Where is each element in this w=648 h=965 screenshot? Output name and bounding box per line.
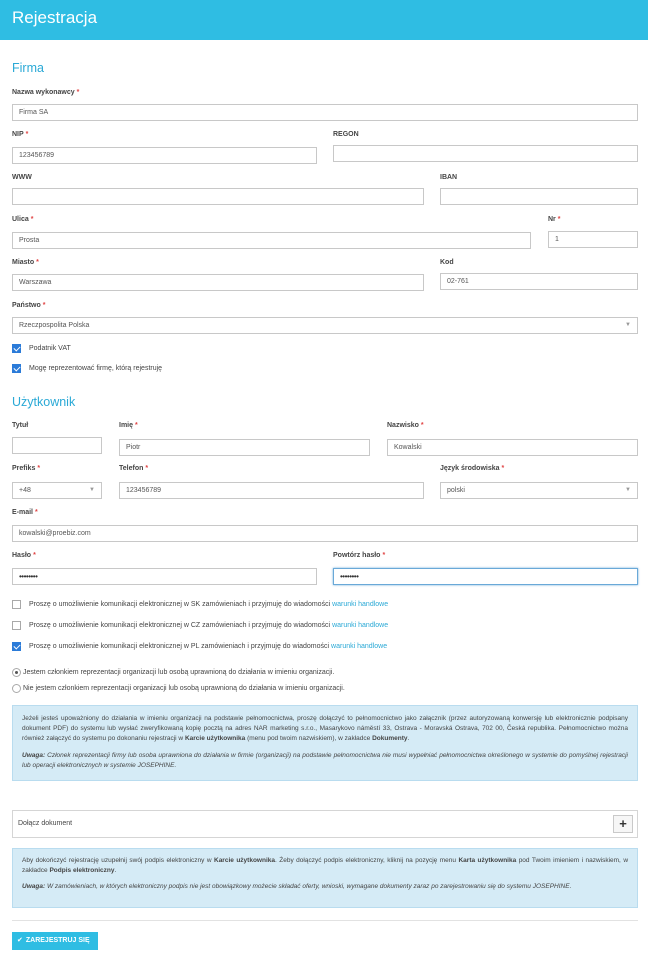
city-input[interactable]: Warszawa (12, 274, 424, 291)
consent-sk-checkbox[interactable] (12, 600, 21, 609)
register-button-label: ZAREJESTRUJ SIĘ (25, 937, 90, 944)
nip-label: NIP * (12, 131, 29, 138)
country-label: Państwo * (12, 302, 46, 309)
section-title-user: Użytkownik (12, 395, 76, 409)
company-name-label: Nazwa wykonawcy * (12, 89, 80, 96)
phone-label: Telefon * (119, 465, 149, 472)
password-input[interactable]: •••••••• (12, 568, 317, 585)
signature-info (12, 848, 638, 908)
iban-label: IBAN (440, 174, 458, 181)
email-label: E-mail * (12, 509, 38, 516)
section-title-firma: Firma (12, 61, 44, 75)
vat-payer-checkbox[interactable] (12, 344, 21, 353)
language-label: Język środowiska * (440, 465, 505, 472)
postal-code-input[interactable]: 02-761 (440, 273, 638, 290)
number-label: Nr * (548, 216, 561, 223)
title-label: Tytuł (12, 422, 29, 429)
chevron-down-icon: ▼ (625, 322, 631, 328)
prefix-select[interactable] (12, 482, 102, 499)
email-field[interactable]: kowalski@proebiz.com (12, 525, 638, 542)
attach-document-row (12, 810, 638, 838)
vat-payer-label: Podatnik VAT (29, 345, 71, 352)
signature-info-note: Uwaga: W zamówieniach, w których elektroniczny podpis nie jest obowiązkowy możecie składać oferty, wnioski, wymagane dokumenty zaraz po zarejestrowaniu się do systemu JOSEPHINE. (22, 883, 572, 890)
consent-pl-checkbox[interactable] (12, 642, 21, 651)
www-input[interactable] (12, 188, 424, 205)
street-input[interactable]: Prosta (12, 232, 531, 249)
representative-no-radio[interactable] (12, 684, 21, 693)
first-name-input[interactable]: Piotr (119, 439, 370, 456)
password-label: Hasło * (12, 552, 36, 559)
number-input[interactable]: 1 (548, 231, 638, 248)
prefix-label: Prefiks * (12, 465, 41, 472)
password-repeat-input[interactable]: •••••••• (333, 568, 638, 585)
represent-company-label: Mogę reprezentować firmę, którą rejestruję (29, 365, 163, 372)
postal-code-label: Kod (440, 259, 454, 266)
country-select-value: Rzeczpospolita Polska (19, 322, 90, 329)
country-select[interactable] (12, 317, 638, 334)
consent-cz-checkbox[interactable] (12, 621, 21, 630)
attach-document-label: Dołącz dokument (18, 820, 73, 827)
page-header (0, 0, 648, 40)
representative-no-label: Nie jestem członkiem reprezentacji organizacji lub osobą uprawnioną do działania w imieniu organizacji. (23, 685, 345, 692)
chevron-down-icon: ▼ (625, 487, 631, 493)
iban-input[interactable] (440, 188, 638, 205)
regon-label: REGON (333, 131, 359, 138)
language-select[interactable] (440, 482, 638, 499)
first-name-label: Imię * (119, 422, 138, 429)
language-select-value: polski (447, 487, 465, 494)
power-of-attorney-info (12, 705, 638, 781)
consent-cz-label: Proszę o umożliwienie komunikacji elektronicznej w CZ zamówieniach i przyjmuję do wiadomości warunki handlowe (29, 622, 389, 629)
street-label: Ulica * (12, 216, 34, 223)
representative-yes-radio[interactable] (12, 668, 21, 677)
represent-company-checkbox[interactable] (12, 364, 21, 373)
terms-link[interactable]: warunki handlowe (332, 622, 389, 629)
representative-yes-label: Jestem członkiem reprezentacji organizacji lub osobą uprawnioną do działania w imieniu organizacji. (23, 669, 335, 676)
register-button[interactable] (12, 932, 98, 950)
consent-pl-label: Proszę o umożliwienie komunikacji elektronicznej w PL zamówieniach i przyjmuję do wiadomości warunki handlowe (29, 643, 388, 650)
nip-input[interactable]: 123456789 (12, 147, 317, 164)
terms-link[interactable]: warunki handlowe (331, 643, 388, 650)
checkmark-icon: ✔ (17, 937, 23, 944)
page-title: Rejestracja (12, 8, 98, 27)
title-input[interactable] (12, 437, 102, 454)
power-of-attorney-note: Uwaga: Członek reprezentacji firmy lub osoba uprawniona do działania w firmie (organizacji) na podstawie pełnomocnictwa nie musi wypełniać pełnomocnictwa określonego w systemie do pomyślnej rejestracji lub operacji elektronicznych w systemie JOSEPHINE. (22, 752, 628, 769)
last-name-label: Nazwisko * (387, 422, 424, 429)
www-label: WWW (12, 174, 32, 181)
prefix-select-value: +48 (19, 487, 31, 494)
add-document-button[interactable]: + (613, 815, 633, 833)
company-name-input[interactable]: Firma SA (12, 104, 638, 121)
chevron-down-icon: ▼ (89, 487, 95, 493)
terms-link[interactable]: warunki handlowe (332, 601, 389, 608)
signature-info-text: Aby dokończyć rejestrację uzupełnij swój podpis elektroniczny w Karcie użytkownika. Żeby dołączyć podpis elektroniczny, kliknij na pozycję menu Karta użytkownika pod Twoim imieniem i nazwiskiem, w zakładce Podpis elektroniczny. (22, 857, 629, 874)
divider (12, 920, 638, 921)
last-name-input[interactable]: Kowalski (387, 439, 638, 456)
regon-input[interactable] (333, 145, 638, 162)
city-label: Miasto * (12, 259, 39, 266)
consent-sk-label: Proszę o umożliwienie komunikacji elektronicznej w SK zamówieniach i przyjmuję do wiadomości warunki handlowe (29, 601, 389, 608)
password-repeat-label: Powtórz hasło * (333, 552, 386, 559)
power-of-attorney-text: Jeżeli jesteś upoważniony do działania w imieniu organizacji na podstawie pełnomocnictwa, proszę dołączyć to pełnomocnictwo jako załącznik (przez autoryzowaną konwersję lub elektronicznie podpisany dokument PDF) do systemu lub wysłać zweryfikowaną kopię pocztą na adres NAR marketing s.r.o., Masarykovo náměstí 33, Ostrava - Moravská Ostrava, 702 00, Česká republika. Pełnomocnictwo można również załączyć do systemu po dokonaniu rejestracji w Karcie użytkownika (menu pod twoim nazwiskiem), w zakładce Dokumenty. (22, 715, 628, 742)
phone-input[interactable]: 123456789 (119, 482, 424, 499)
